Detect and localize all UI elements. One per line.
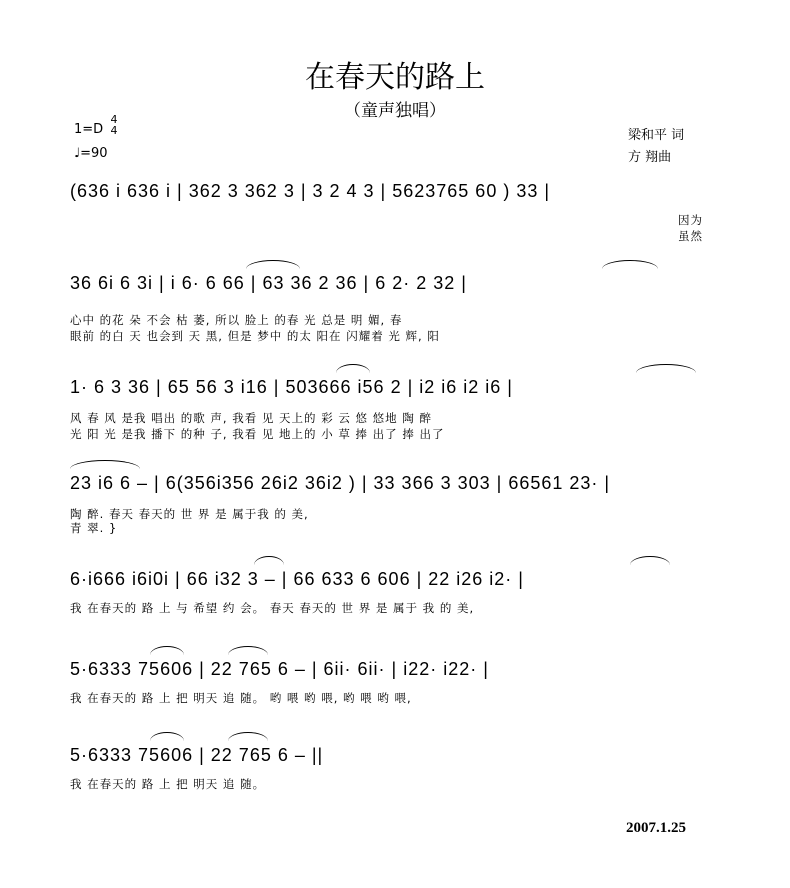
lyrics-verse-1: 陶 醉. 春天 春天的 世 界 是 属于我 的 美,: [70, 507, 309, 521]
notation-line: 36 6i 6 3i | i 6· 6 66 | 63 36 2 36 | 6 2· 2 32 |: [70, 273, 467, 293]
lyrics-verse-1: 心中 的花 朵 不会 枯 萎, 所以 脸上 的春 光 总是 明 媚, 春: [70, 313, 403, 327]
lyrics-verse-1: 因为: [678, 213, 703, 227]
score-system-5: [70, 562, 720, 622]
lyricist-credit: 梁和平 词: [628, 128, 685, 143]
song-title: 在春天的路上: [305, 60, 485, 95]
key-signature: 1=D: [74, 122, 104, 137]
score-system-6: [70, 652, 720, 712]
notation-line: 5·6333 75606 | 22 765 6 – ||: [70, 745, 324, 765]
lyrics-verse-2: 虽然: [678, 229, 703, 243]
lyrics-verse-1: 我 在春天的 路 上 与 希望 约 会。 春天 春天的 世 界 是 属于 我 的 美,: [70, 601, 475, 615]
score-system-4: [70, 466, 720, 536]
score-system-3: [70, 370, 720, 440]
score-system-1: [70, 174, 720, 254]
tempo-marking: ♩=90: [74, 146, 108, 161]
lyrics-verse-1: 我 在春天的 路 上 把 明天 追 随。: [70, 777, 266, 791]
lyrics-verse-2: 光 阳 光 是我 播下 的种 子, 我看 见 地上的 小 草 捧 出了 捧 出了: [70, 427, 445, 441]
lyrics-verse-1: 我 在春天的 路 上 把 明天 追 随。 哟 喂 哟 喂, 哟 喂 哟 喂,: [70, 691, 412, 705]
lyrics-verse-2: 眼前 的白 天 也会到 天 黑, 但是 梦中 的太 阳在 闪耀着 光 辉, 阳: [70, 329, 440, 343]
composer-credit: 方 翔曲: [628, 150, 672, 165]
notation-line: (636 i 636 i | 362 3 362 3 | 3 2 4 3 | 5623765 60 ) 33 |: [70, 181, 551, 201]
score-system-2: [70, 266, 720, 346]
notation-line: 1· 6 3 36 | 65 56 3 i16 | 503666 i56 2 | i2 i6 i2 i6 |: [70, 377, 513, 397]
composition-date: 2007.1.25: [626, 820, 686, 836]
notation-line: 6·i666 i6i0i | 66 i32 3 – | 66 633 6 606 | 22 i26 i2· |: [70, 569, 524, 589]
time-signature: 4 4: [110, 113, 118, 137]
notation-line: 23 i6 6 – | 6(356i356 26i2 36i2 ) | 33 366 3 303 | 66561 23· |: [70, 473, 611, 493]
score-system-7: [70, 738, 380, 798]
song-subtitle: （童声独唱）: [344, 101, 446, 121]
notation-line: 5·6333 75606 | 22 765 6 – | 6ii· 6ii· | i22· i22· |: [70, 659, 489, 679]
lyrics-verse-2: 青 翠. }: [70, 521, 118, 535]
lyrics-verse-1: 风 春 风 是我 唱出 的歌 声, 我看 见 天上的 彩 云 悠 悠地 陶 醉: [70, 411, 432, 425]
